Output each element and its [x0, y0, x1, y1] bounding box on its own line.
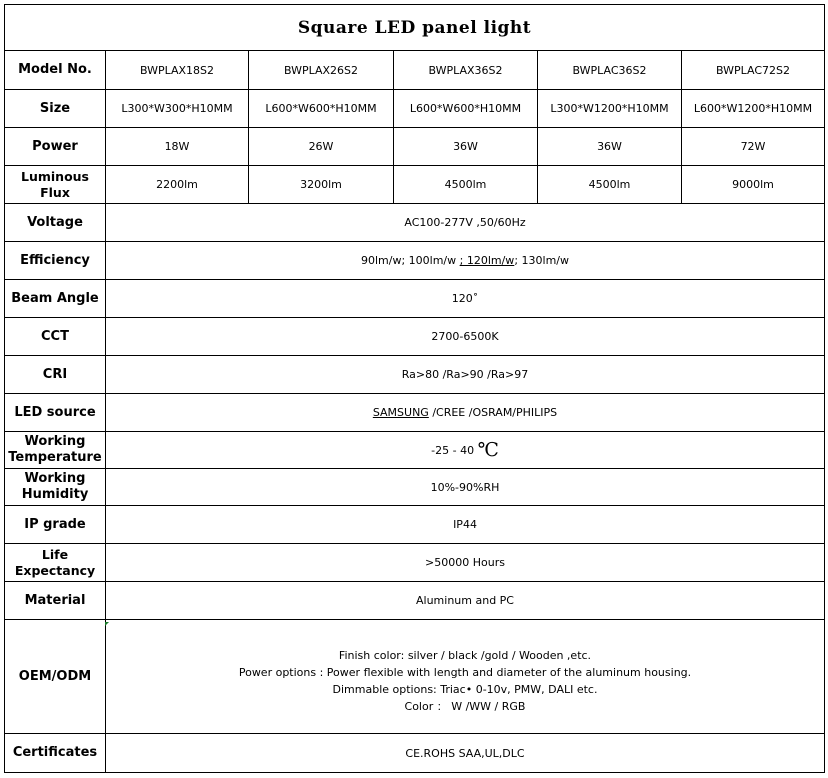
led-source-others: /CREE /OSRAM/PHILIPS	[428, 406, 558, 419]
led-source-value	[106, 394, 825, 432]
flux-cell: 4500lm	[394, 166, 538, 204]
oem-odm-label: OEM/ODM	[5, 620, 106, 734]
certificates-value: CE.ROHS SAA,UL,DLC	[106, 734, 825, 773]
power-cell: 18W	[106, 128, 249, 166]
efficiency-part-a: 90lm/w; 100lm/w	[360, 254, 460, 267]
model-cell: BWPLAX18S2	[106, 51, 249, 90]
led-source-samsung: SAMSUNG	[372, 406, 429, 419]
ip-grade-value: IP44	[106, 506, 825, 544]
label-line: Humidity	[21, 487, 89, 502]
size-label: Size	[5, 90, 106, 128]
material-label: Material	[5, 582, 106, 620]
life-expectancy-label: Life Expectancy	[5, 544, 106, 582]
cell-comment-marker	[105, 622, 109, 626]
working-temperature-label	[5, 432, 106, 469]
efficiency-part-c: ; 130lm/w	[514, 254, 569, 267]
size-cell: L300*W1200*H10MM	[538, 90, 682, 128]
page-title: Square LED panel light	[5, 5, 825, 51]
power-cell: 36W	[394, 128, 538, 166]
label-line: Working	[24, 434, 86, 449]
model-no-label: Model No.	[5, 51, 106, 90]
efficiency-value	[106, 242, 825, 280]
temperature-range: -25 - 40	[431, 444, 478, 457]
cri-label: CRI	[5, 356, 106, 394]
power-cell: 72W	[682, 128, 825, 166]
model-cell: BWPLAC36S2	[538, 51, 682, 90]
power-cell: 36W	[538, 128, 682, 166]
flux-cell: 9000lm	[682, 166, 825, 204]
luminous-flux-label: Luminous Flux	[5, 166, 106, 204]
working-humidity-value: 10%-90%RH	[106, 469, 825, 506]
flux-cell: 3200lm	[249, 166, 394, 204]
power-label: Power	[5, 128, 106, 166]
material-value: Aluminum and PC	[106, 582, 825, 620]
model-cell: BWPLAX26S2	[249, 51, 394, 90]
model-cell: BWPLAC72S2	[682, 51, 825, 90]
cct-label: CCT	[5, 318, 106, 356]
voltage-value: AC100-277V ,50/60Hz	[106, 204, 825, 242]
oem-odm-value	[106, 620, 825, 734]
flux-cell: 4500lm	[538, 166, 682, 204]
led-source-label: LED source	[5, 394, 106, 432]
size-cell: L300*W300*H10MM	[106, 90, 249, 128]
working-temperature-value	[106, 432, 825, 469]
model-cell: BWPLAX36S2	[394, 51, 538, 90]
size-cell: L600*W600*H10MM	[394, 90, 538, 128]
cct-value: 2700-6500K	[106, 318, 825, 356]
beam-angle-value: 120˚	[106, 280, 825, 318]
cri-value: Ra>80 /Ra>90 /Ra>97	[106, 356, 825, 394]
label-line: Temperature	[8, 450, 102, 465]
beam-angle-label: Beam Angle	[5, 280, 106, 318]
size-cell: L600*W600*H10MM	[249, 90, 394, 128]
oem-line: Power options : Power flexible with length and diameter of the aluminum housing.	[238, 665, 692, 679]
size-cell: L600*W1200*H10MM	[682, 90, 825, 128]
certificates-label: Certificates	[5, 734, 106, 773]
oem-line: Finish color: silver / black /gold / Wooden ,etc.	[338, 648, 592, 662]
ip-grade-label: IP grade	[5, 506, 106, 544]
oem-line: Color ： W /WW / RGB	[404, 699, 526, 713]
voltage-label: Voltage	[5, 204, 106, 242]
spec-table	[4, 4, 825, 773]
label-line: Working	[24, 471, 86, 486]
life-expectancy-value: >50000 Hours	[106, 544, 825, 582]
power-cell: 26W	[249, 128, 394, 166]
efficiency-part-b: ; 120lm/w	[459, 254, 515, 267]
celsius-unit: ℃	[477, 439, 499, 461]
oem-line: Dimmable options: Triac• 0-10v, PMW, DALI etc.	[332, 682, 598, 696]
flux-cell: 2200lm	[106, 166, 249, 204]
efficiency-label: Efficiency	[5, 242, 106, 280]
working-humidity-label	[5, 469, 106, 506]
